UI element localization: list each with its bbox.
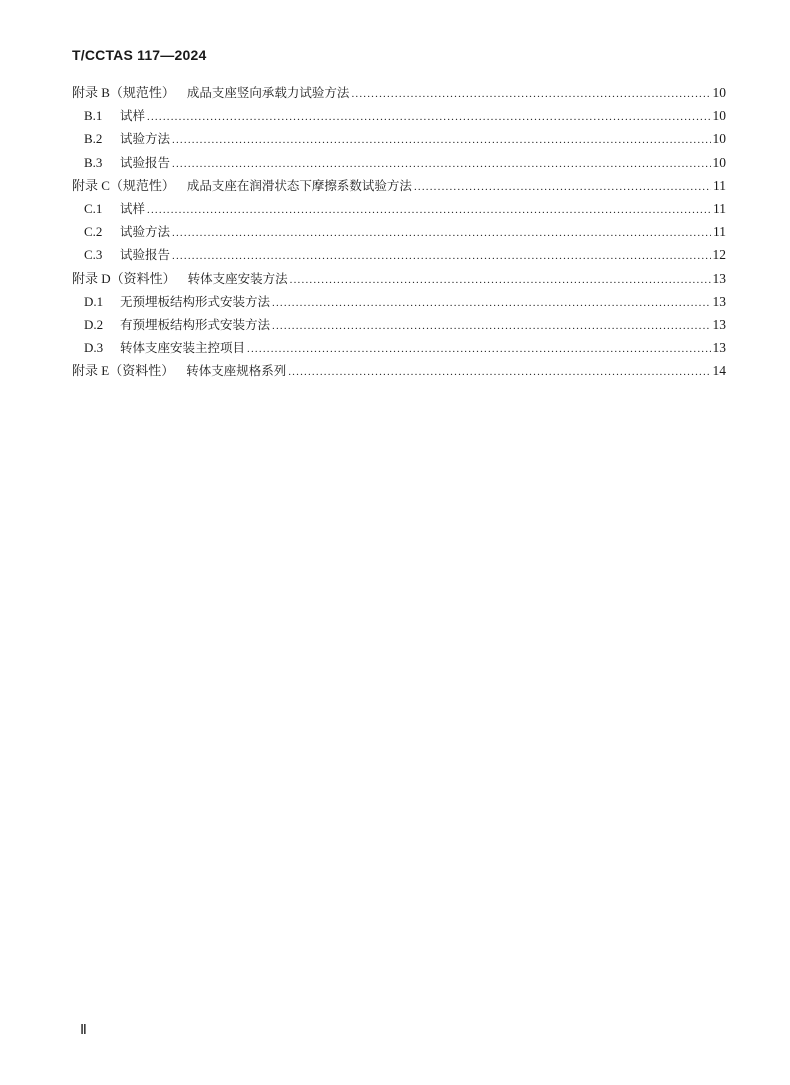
toc-entry-d3[interactable] bbox=[72, 336, 726, 359]
toc-entry-c3[interactable] bbox=[72, 243, 726, 266]
toc-entry-page: 12 bbox=[712, 247, 726, 263]
dot-leader bbox=[172, 222, 711, 245]
toc-entry-number: C.1 bbox=[84, 200, 103, 216]
dot-leader bbox=[172, 245, 710, 268]
toc-entry-appendix-b[interactable] bbox=[72, 81, 726, 104]
toc-entry-page: 10 bbox=[712, 85, 726, 100]
toc-entry-title: 有预埋板结构形式安装方法 bbox=[120, 316, 271, 332]
toc-entry-title: 试验方法 bbox=[120, 224, 171, 240]
toc-entry-number: 附录 B（规范性） bbox=[72, 85, 175, 100]
toc-entry-label bbox=[72, 81, 349, 105]
toc-entry-b1[interactable] bbox=[72, 104, 726, 127]
toc-entry-page: 11 bbox=[713, 177, 726, 193]
toc-entry-appendix-d[interactable] bbox=[72, 267, 726, 290]
toc-entry-title: 成品支座在润滑状态下摩擦系数试验方法 bbox=[186, 177, 412, 193]
toc-entry-label bbox=[84, 104, 145, 128]
toc-entry-title: 转体支座安装主控项目 bbox=[120, 340, 246, 356]
dot-leader bbox=[247, 338, 710, 361]
dot-leader bbox=[290, 269, 711, 292]
toc-entry-label bbox=[84, 290, 270, 314]
toc-entry-number: B.2 bbox=[84, 131, 103, 147]
dot-leader bbox=[172, 129, 710, 152]
table-of-contents bbox=[72, 81, 726, 382]
dot-leader bbox=[147, 106, 710, 129]
toc-entry-b2[interactable] bbox=[72, 127, 726, 150]
toc-entry-title: 成品支座竖向承载力试验方法 bbox=[186, 85, 350, 100]
toc-entry-label bbox=[84, 127, 170, 151]
toc-entry-label bbox=[72, 359, 286, 383]
toc-entry-label bbox=[84, 243, 170, 267]
toc-entry-title: 试样 bbox=[120, 200, 146, 216]
toc-entry-number: B.3 bbox=[84, 154, 103, 170]
toc-entry-b3[interactable] bbox=[72, 151, 726, 174]
page-number: Ⅱ bbox=[80, 1023, 87, 1038]
toc-entry-number: 附录 E（资料性） bbox=[72, 363, 175, 379]
toc-entry-number: D.2 bbox=[84, 316, 104, 332]
toc-entry-title: 试验报告 bbox=[120, 154, 171, 170]
toc-entry-title: 试样 bbox=[120, 108, 146, 124]
dot-leader bbox=[414, 176, 711, 199]
toc-entry-page: 13 bbox=[712, 270, 726, 286]
toc-entry-number: D.3 bbox=[84, 340, 104, 356]
dot-leader bbox=[172, 153, 710, 176]
dot-leader bbox=[288, 361, 710, 384]
dot-leader bbox=[147, 199, 711, 222]
toc-entry-title: 试验方法 bbox=[120, 131, 171, 147]
toc-entry-c1[interactable] bbox=[72, 197, 726, 220]
toc-entry-title: 无预埋板结构形式安装方法 bbox=[120, 293, 271, 309]
toc-entry-label bbox=[84, 151, 170, 175]
toc-entry-page: 10 bbox=[712, 108, 726, 124]
toc-entry-page: 11 bbox=[713, 224, 726, 240]
dot-leader bbox=[351, 83, 710, 106]
toc-entry-page: 10 bbox=[712, 154, 726, 170]
toc-entry-appendix-e[interactable] bbox=[72, 359, 726, 382]
toc-entry-label bbox=[84, 197, 145, 221]
toc-entry-label bbox=[72, 174, 412, 198]
toc-entry-c2[interactable] bbox=[72, 220, 726, 243]
toc-entry-label bbox=[84, 336, 245, 360]
dot-leader bbox=[272, 315, 710, 338]
toc-entry-title: 转体支座安装方法 bbox=[187, 270, 288, 286]
toc-entry-title: 转体支座规格系列 bbox=[186, 363, 287, 379]
toc-entry-d2[interactable] bbox=[72, 313, 726, 336]
toc-entry-page: 13 bbox=[712, 340, 726, 356]
dot-leader bbox=[272, 292, 710, 315]
toc-entry-label bbox=[84, 220, 170, 244]
toc-entry-page: 11 bbox=[713, 200, 726, 216]
toc-entry-appendix-c[interactable] bbox=[72, 174, 726, 197]
toc-entry-d1[interactable] bbox=[72, 290, 726, 313]
toc-entry-label bbox=[72, 267, 288, 291]
toc-entry-number: C.3 bbox=[84, 247, 103, 263]
toc-entry-number: 附录 D（资料性） bbox=[72, 270, 176, 286]
toc-entry-page: 13 bbox=[712, 293, 726, 309]
toc-entry-number: 附录 C（规范性） bbox=[72, 177, 175, 193]
toc-entry-page: 13 bbox=[712, 316, 726, 332]
toc-entry-label bbox=[84, 313, 270, 337]
toc-entry-page: 14 bbox=[712, 363, 726, 379]
document-code: T/CCTAS 117—2024 bbox=[72, 47, 207, 63]
toc-entry-number: B.1 bbox=[84, 108, 103, 124]
toc-entry-number: D.1 bbox=[84, 293, 104, 309]
toc-entry-number: C.2 bbox=[84, 224, 103, 240]
toc-entry-page: 10 bbox=[712, 131, 726, 147]
toc-entry-title: 试验报告 bbox=[120, 247, 171, 263]
